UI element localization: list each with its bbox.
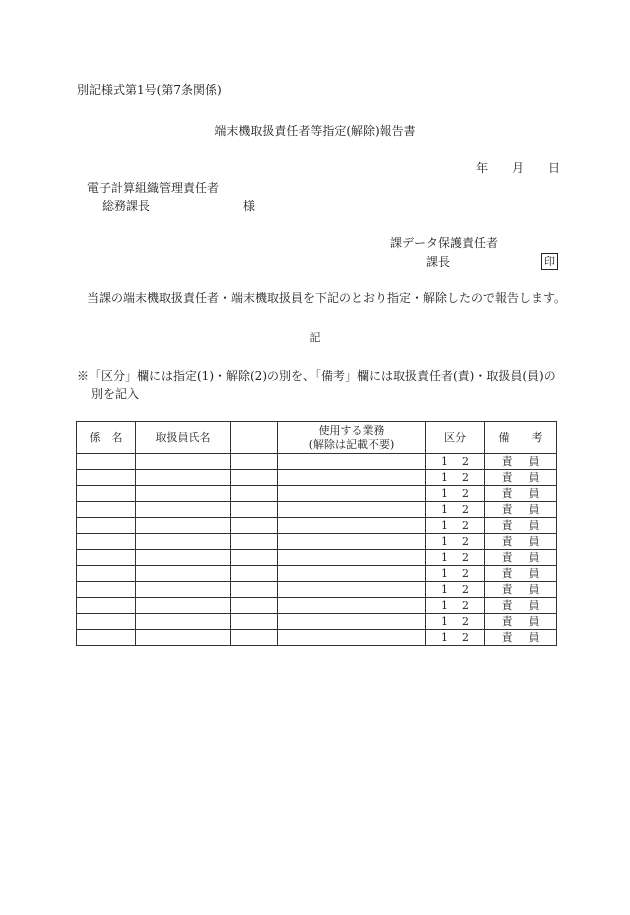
cell-category[interactable]: [426, 534, 485, 550]
cell-remarks[interactable]: [485, 598, 557, 614]
category-option-1[interactable]: 1: [441, 567, 448, 580]
cell-name[interactable]: [136, 598, 231, 614]
cell-category[interactable]: [426, 582, 485, 598]
table-row: [77, 502, 557, 518]
cell-remarks[interactable]: [485, 614, 557, 630]
cell-name[interactable]: [136, 470, 231, 486]
remarks-option-responsible[interactable]: 責: [501, 535, 513, 548]
category-option-1[interactable]: 1: [441, 487, 448, 500]
cell-remarks[interactable]: [485, 630, 557, 646]
category-option-1[interactable]: 1: [441, 519, 448, 532]
remarks-option-operator[interactable]: 員: [528, 583, 540, 596]
category-option-2[interactable]: 2: [462, 535, 469, 548]
header-remarks: 備 考: [485, 422, 557, 454]
table-row: [77, 550, 557, 566]
cell-name[interactable]: [136, 614, 231, 630]
ki-mark: 記: [309, 331, 321, 344]
remarks-option-responsible[interactable]: 責: [501, 615, 513, 628]
header-name: 取扱員氏名: [136, 422, 231, 454]
cell-category[interactable]: [426, 598, 485, 614]
cell-blank[interactable]: [231, 486, 278, 502]
remarks-option-responsible[interactable]: 責: [501, 503, 513, 516]
date-line: [476, 162, 560, 174]
cell-work[interactable]: [278, 550, 426, 566]
cell-blank[interactable]: [231, 502, 278, 518]
table-row: [77, 470, 557, 486]
body-text: 当課の端末機取扱責任者・端末機取扱員を下記のとおり指定・解除したので報告します。: [87, 291, 567, 305]
note-line-1: ※「区分」欄には指定(1)・解除(2)の別を、「備考」欄には取扱責任者(責)・取扱員(員)の: [77, 369, 556, 383]
remarks-option-responsible[interactable]: 責: [501, 471, 513, 484]
addressee-honorific: 様: [243, 199, 256, 213]
remarks-option-responsible[interactable]: 責: [501, 487, 513, 500]
category-option-2[interactable]: 2: [462, 503, 469, 516]
cell-blank[interactable]: [231, 550, 278, 566]
table-row: [77, 518, 557, 534]
header-blank: [231, 422, 278, 454]
category-option-1[interactable]: 1: [441, 583, 448, 596]
cell-work[interactable]: [278, 566, 426, 582]
header-category: 区分: [426, 422, 485, 454]
remarks-option-responsible[interactable]: 責: [501, 631, 513, 644]
remarks-option-operator[interactable]: 員: [528, 567, 540, 580]
form-number: 別記様式第1号(第7条関係): [77, 83, 222, 97]
reporter-title: 課データ保護責任者: [390, 236, 499, 250]
header-work: [278, 422, 426, 454]
table-row: [77, 582, 557, 598]
cell-blank[interactable]: [231, 630, 278, 646]
report-table: [76, 421, 557, 646]
cell-department[interactable]: [77, 534, 136, 550]
header-work-line1: 使用する業務: [318, 424, 385, 438]
cell-blank[interactable]: [231, 534, 278, 550]
date-year-label: 年: [476, 161, 489, 175]
cell-name[interactable]: [136, 630, 231, 646]
cell-blank[interactable]: [231, 566, 278, 582]
cell-remarks[interactable]: [485, 454, 557, 470]
cell-name[interactable]: [136, 582, 231, 598]
cell-remarks[interactable]: [485, 502, 557, 518]
cell-work[interactable]: [278, 534, 426, 550]
category-option-1[interactable]: 1: [441, 535, 448, 548]
cell-work[interactable]: [278, 486, 426, 502]
cell-work[interactable]: [278, 454, 426, 470]
cell-category[interactable]: [426, 614, 485, 630]
category-option-1[interactable]: 1: [441, 551, 448, 564]
cell-department[interactable]: [77, 454, 136, 470]
cell-work[interactable]: [278, 518, 426, 534]
category-option-1[interactable]: 1: [441, 615, 448, 628]
remarks-option-operator[interactable]: 員: [528, 631, 540, 644]
category-option-1[interactable]: 1: [441, 631, 448, 644]
cell-work[interactable]: [278, 614, 426, 630]
remarks-option-responsible[interactable]: 責: [501, 455, 513, 468]
cell-remarks[interactable]: [485, 534, 557, 550]
cell-work[interactable]: [278, 502, 426, 518]
cell-remarks[interactable]: [485, 550, 557, 566]
remarks-option-operator[interactable]: 員: [528, 535, 540, 548]
category-option-2[interactable]: 2: [462, 583, 469, 596]
table-row: [77, 598, 557, 614]
date-day-label: 日: [548, 161, 561, 175]
cell-remarks[interactable]: [485, 566, 557, 582]
cell-category[interactable]: [426, 518, 485, 534]
table-header-row: [77, 422, 557, 454]
cell-blank[interactable]: [231, 518, 278, 534]
cell-work[interactable]: [278, 582, 426, 598]
category-option-2[interactable]: 2: [462, 471, 469, 484]
cell-blank[interactable]: [231, 614, 278, 630]
cell-remarks[interactable]: [485, 582, 557, 598]
category-option-1[interactable]: 1: [441, 455, 448, 468]
category-option-2[interactable]: 2: [462, 567, 469, 580]
table-row: [77, 454, 557, 470]
cell-department[interactable]: [77, 502, 136, 518]
addressee-name: 総務課長: [102, 199, 151, 213]
remarks-option-operator[interactable]: 員: [528, 487, 540, 500]
document-title: 端末機取扱責任者等指定(解除)報告書: [214, 124, 416, 138]
header-work-line2: (解除は記載不要): [308, 437, 395, 451]
cell-blank[interactable]: [231, 582, 278, 598]
cell-work[interactable]: [278, 470, 426, 486]
remarks-option-responsible[interactable]: 責: [501, 599, 513, 612]
cell-remarks[interactable]: [485, 486, 557, 502]
category-option-2[interactable]: 2: [462, 487, 469, 500]
cell-remarks[interactable]: [485, 470, 557, 486]
cell-department[interactable]: [77, 630, 136, 646]
cell-department[interactable]: [77, 598, 136, 614]
cell-category[interactable]: [426, 454, 485, 470]
remarks-option-responsible[interactable]: 責: [501, 551, 513, 564]
cell-name[interactable]: [136, 454, 231, 470]
table-row: [77, 630, 557, 646]
cell-department[interactable]: [77, 582, 136, 598]
category-option-1[interactable]: 1: [441, 503, 448, 516]
remarks-option-operator[interactable]: 員: [528, 599, 540, 612]
cell-department[interactable]: [77, 566, 136, 582]
cell-department[interactable]: [77, 518, 136, 534]
cell-blank[interactable]: [231, 454, 278, 470]
seal-mark: 印: [541, 253, 558, 270]
cell-blank[interactable]: [231, 470, 278, 486]
header-department: 係 名: [77, 422, 136, 454]
category-option-2[interactable]: 2: [462, 519, 469, 532]
cell-remarks[interactable]: [485, 518, 557, 534]
remarks-option-responsible[interactable]: 責: [501, 567, 513, 580]
cell-department[interactable]: [77, 486, 136, 502]
remarks-option-operator[interactable]: 員: [528, 615, 540, 628]
cell-department[interactable]: [77, 470, 136, 486]
table-row: [77, 486, 557, 502]
category-option-1[interactable]: 1: [441, 471, 448, 484]
category-option-2[interactable]: 2: [462, 615, 469, 628]
cell-work[interactable]: [278, 630, 426, 646]
table-row: [77, 534, 557, 550]
remarks-option-operator[interactable]: 員: [528, 455, 540, 468]
cell-name[interactable]: [136, 534, 231, 550]
cell-name[interactable]: [136, 566, 231, 582]
category-option-2[interactable]: 2: [462, 631, 469, 644]
cell-category[interactable]: [426, 566, 485, 582]
cell-department[interactable]: [77, 550, 136, 566]
remarks-option-responsible[interactable]: 責: [501, 583, 513, 596]
cell-name[interactable]: [136, 502, 231, 518]
cell-category[interactable]: [426, 502, 485, 518]
remarks-option-operator[interactable]: 員: [528, 503, 540, 516]
table-body: [77, 454, 557, 646]
remarks-option-responsible[interactable]: 責: [501, 519, 513, 532]
category-option-2[interactable]: 2: [462, 599, 469, 612]
category-option-2[interactable]: 2: [462, 455, 469, 468]
cell-name[interactable]: [136, 518, 231, 534]
remarks-option-operator[interactable]: 員: [528, 471, 540, 484]
cell-work[interactable]: [278, 598, 426, 614]
date-month-label: 月: [512, 161, 525, 175]
cell-category[interactable]: [426, 470, 485, 486]
category-option-2[interactable]: 2: [462, 551, 469, 564]
remarks-option-operator[interactable]: 員: [528, 551, 540, 564]
cell-blank[interactable]: [231, 598, 278, 614]
table-row: [77, 566, 557, 582]
cell-name[interactable]: [136, 486, 231, 502]
cell-department[interactable]: [77, 614, 136, 630]
note-line-2: 別を記入: [91, 387, 140, 401]
cell-name[interactable]: [136, 550, 231, 566]
remarks-option-operator[interactable]: 員: [528, 519, 540, 532]
cell-category[interactable]: [426, 486, 485, 502]
cell-category[interactable]: [426, 630, 485, 646]
category-option-1[interactable]: 1: [441, 599, 448, 612]
reporter-role: 課長: [426, 255, 451, 269]
table-row: [77, 614, 557, 630]
addressee-title: 電子計算組織管理責任者: [87, 181, 220, 195]
cell-category[interactable]: [426, 550, 485, 566]
